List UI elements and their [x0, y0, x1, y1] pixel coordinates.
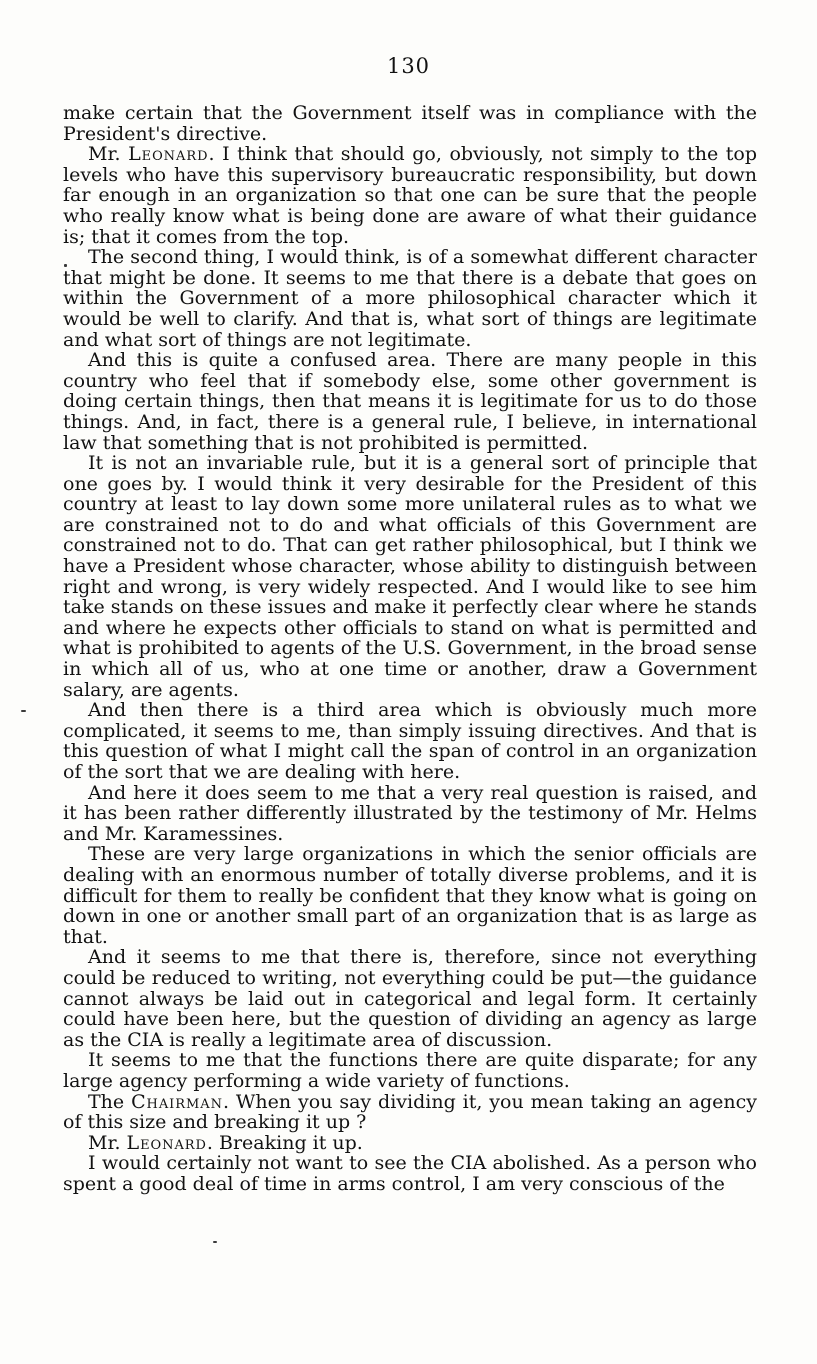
paragraph-text: And then there is a third area which is obviously much more complicated, it seems to me, than simply issuing directives. And that is this question of what I might call the span of control in an organization of the sort that we are dealing with here.	[63, 699, 757, 783]
paragraph	[63, 700, 757, 782]
speaker-name: Chairman	[131, 1090, 223, 1113]
paragraph-text: These are very large organizations in which the senior officials are dealing with an enormous number of totally diverse problems, and it is difficult for them to really be confident that they know what is going on down in one or another small part of an organization that is as large as that.	[63, 843, 757, 948]
paragraph	[63, 947, 757, 1050]
scan-speck	[21, 710, 26, 712]
paragraph-text: It seems to me that the functions there are quite disparate; for any large agency performing a wide variety of functions.	[63, 1049, 757, 1092]
paragraph-text: And this is quite a confused area. There are many people in this country who feel that if somebody else, some other government is doing certain things, then that means it is legitimate for us to do those things. And, in fact, there is a general rule, I believe, in international law that something that is not prohibited is permitted.	[63, 349, 757, 454]
paragraph-text: I would certainly not want to see the CIA abolished. As a person who spent a good deal of time in arms control, I am very conscious of the	[63, 1152, 757, 1195]
paragraph	[63, 1092, 757, 1133]
speaker-after: .	[222, 1090, 236, 1113]
paragraph	[63, 453, 757, 700]
paragraph	[63, 247, 757, 350]
paragraph	[63, 1050, 757, 1091]
page-number: 130	[386, 54, 431, 78]
paragraph	[63, 144, 757, 247]
paragraph	[63, 783, 757, 845]
scan-speck	[64, 264, 67, 267]
speaker-name: Leonard	[126, 1131, 207, 1154]
paragraph	[63, 1133, 757, 1154]
paragraph	[63, 103, 757, 144]
paragraph-text: It is not an invariable rule, but it is a general sort of principle that one goes by. I would think it very desirable for the President of this country at least to lay down some more unilateral rules as to what we are constrained not to do and what officials of this Government are constrained not to do. That can get rather philosophical, but I think we have a President whose character, whose ability to distinguish between right and wrong, is very widely respected. And I would like to see him take stands on these issues and make it perfectly clear where he stands and where he expects other officials to stand on what is permitted and what is prohibited to agents of the U.S. Government, in the broad sense in which all of us, who at one time or another, draw a Government salary, are agents.	[63, 452, 757, 701]
speaker-prefix: Mr.	[88, 143, 129, 166]
paragraph-text: Breaking it up.	[219, 1131, 363, 1154]
page-body	[63, 103, 757, 1194]
paragraph	[63, 350, 757, 453]
paragraph	[63, 1153, 757, 1194]
paragraph-text: make certain that the Government itself was in compliance with the President's directive.	[63, 102, 757, 145]
paragraph-text: I think that should go, obviously, not simply to the top levels who have this supervisory bureaucratic responsibility, but down far enough in an organization so that one can be sure that the people who really know what is being done are aware of what their guidance is; that it comes from the top.	[63, 143, 757, 248]
paragraph-text: When you say dividing it, you mean taking an agency of this size and breaking it up ?	[63, 1090, 757, 1134]
paragraph	[63, 844, 757, 947]
speaker-after: .	[208, 143, 223, 166]
speaker-prefix: Mr.	[88, 1131, 127, 1154]
speaker-prefix: The	[88, 1090, 132, 1113]
speaker-after: .	[206, 1131, 220, 1154]
paragraph-text: The second thing, I would think, is of a somewhat different character that might be done. It seems to me that there is a debate that goes on within the Government of a more philosophical character which it would be well to clarify. And that is, what sort of things are legitimate and what sort of things are not legitimate.	[63, 246, 757, 351]
speaker-name: Leonard	[128, 143, 209, 166]
paragraph-text: And here it does seem to me that a very real question is raised, and it has been rather differently illustrated by the testimony of Mr. Helms and Mr. Karamessines.	[63, 781, 757, 845]
paragraph-text: And it seems to me that there is, therefore, since not everything could be reduced to writing, not everything could be put—the guidance cannot always be laid out in categorical and legal form. It certainly could have been here, but the question of dividing an agency as large as the CIA is really a legitimate area of discussion.	[63, 946, 757, 1051]
scan-speck	[213, 1241, 217, 1243]
